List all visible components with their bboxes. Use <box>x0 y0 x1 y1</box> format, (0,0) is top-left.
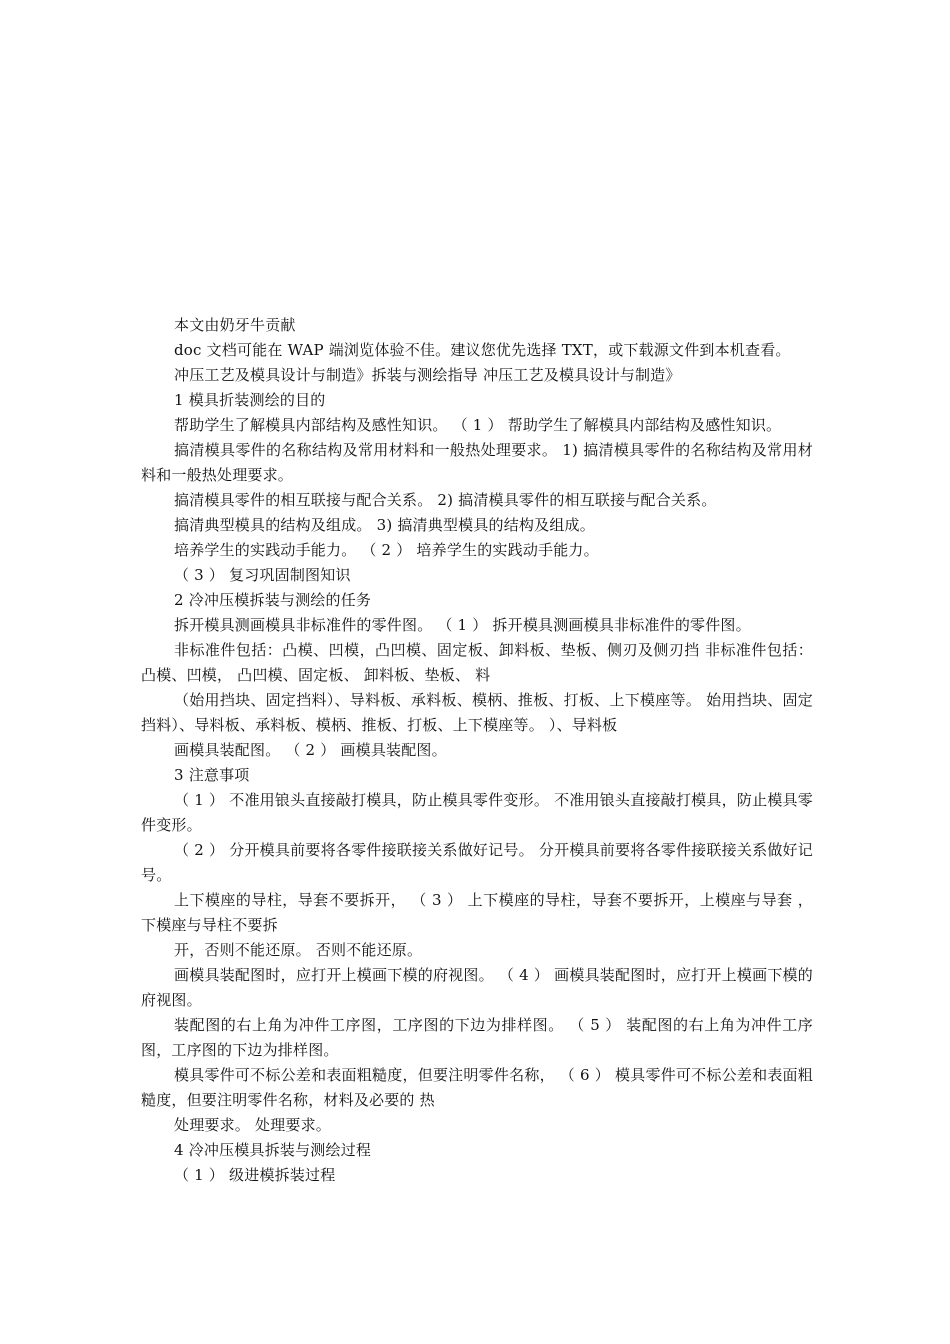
paragraph: 上下模座的导柱，导套不要拆开， （ 3 ） 上下模座的导柱，导套不要拆开，上模座与导套 ，下模座与导柱不要拆 <box>141 891 813 934</box>
paragraph: 模具零件可不标公差和表面粗糙度，但要注明零件名称， （ 6 ） 模具零件可不标公差和表面粗糙度，但要注明零件名称，材料及必要的 热 <box>141 1066 813 1109</box>
section-heading-1: 1 模具折装测绘的目的 <box>174 391 326 409</box>
paragraph-wap-notice: doc 文档可能在 WAP 端浏览体验不佳。建议您优先选择 TXT，或下载源文件到本机查看。 <box>174 341 791 359</box>
paragraph-contributor: 本文由奶牙牛贡献 <box>174 316 296 334</box>
paragraph: （ 3 ） 复习巩固制图知识 <box>174 566 351 584</box>
paragraph: 开，否则不能还原。 否则不能还原。 <box>174 941 423 959</box>
paragraph: 培养学生的实践动手能力。 （ 2 ） 培养学生的实践动手能力。 <box>174 541 599 559</box>
section-heading-2: 2 冷冲压模拆装与测绘的任务 <box>174 591 372 609</box>
paragraph: 帮助学生了解模具内部结构及感性知识。 （ 1 ） 帮助学生了解模具内部结构及感性知识。 <box>174 416 782 434</box>
section-heading-3: 3 注意事项 <box>174 766 250 784</box>
paragraph-doc-title: 冲压工艺及模具设计与制造》拆装与测绘指导 冲压工艺及模具设计与制造》 <box>174 366 681 384</box>
paragraph: 非标准件包括：凸模、凹模，凸凹模、固定板、卸料板、垫板、侧刃及侧刃挡 非标准件包括：凸模、凹模， 凸凹模、固定板、 卸料板、垫板、 料 <box>141 641 813 684</box>
document-body <box>141 313 813 1188</box>
paragraph: 画模具装配图时，应打开上模画下模的府视图。 （ 4 ） 画模具装配图时，应打开上模画下模的府视图。 <box>141 966 813 1009</box>
paragraph: （ 1 ） 不准用锒头直接敲打模具，防止模具零件变形。 不准用锒头直接敲打模具，防止模具零件变形。 <box>141 791 813 834</box>
paragraph: 搞清典型模具的结构及组成。 3) 搞清典型模具的结构及组成。 <box>174 516 595 534</box>
paragraph: （ 1 ） 级进模拆装过程 <box>174 1166 336 1184</box>
paragraph: 装配图的右上角为冲件工序图，工序图的下边为排样图。 （ 5 ） 装配图的右上角为冲件工序图，工序图的下边为排样图。 <box>141 1016 813 1059</box>
section-heading-4: 4 冷冲压模具拆装与测绘过程 <box>174 1141 372 1159</box>
paragraph: 搞清模具零件的名称结构及常用材料和一般热处理要求。 1) 搞清模具零件的名称结构及常用材料和一般热处理要求。 <box>141 441 813 484</box>
paragraph: 画模具装配图。 （ 2 ） 画模具装配图。 <box>174 741 447 759</box>
paragraph: （始用挡块、固定挡料）、导料板、承料板、模柄、推板、打板、上下模座等。 始用挡块、固定挡料）、导料板、承料板、模柄、推板、打板、上下模座等。 ）、导料板 <box>141 691 813 734</box>
paragraph: 搞清模具零件的相互联接与配合关系。 2) 搞清模具零件的相互联接与配合关系。 <box>174 491 717 509</box>
paragraph: 处理要求。 处理要求。 <box>174 1116 331 1134</box>
paragraph: （ 2 ） 分开模具前要将各零件接联接关系做好记号。 分开模具前要将各零件接联接关系做好记号。 <box>141 841 813 884</box>
paragraph: 拆开模具测画模具非标准件的零件图。 （ 1 ） 拆开模具测画模具非标准件的零件图。 <box>174 616 751 634</box>
